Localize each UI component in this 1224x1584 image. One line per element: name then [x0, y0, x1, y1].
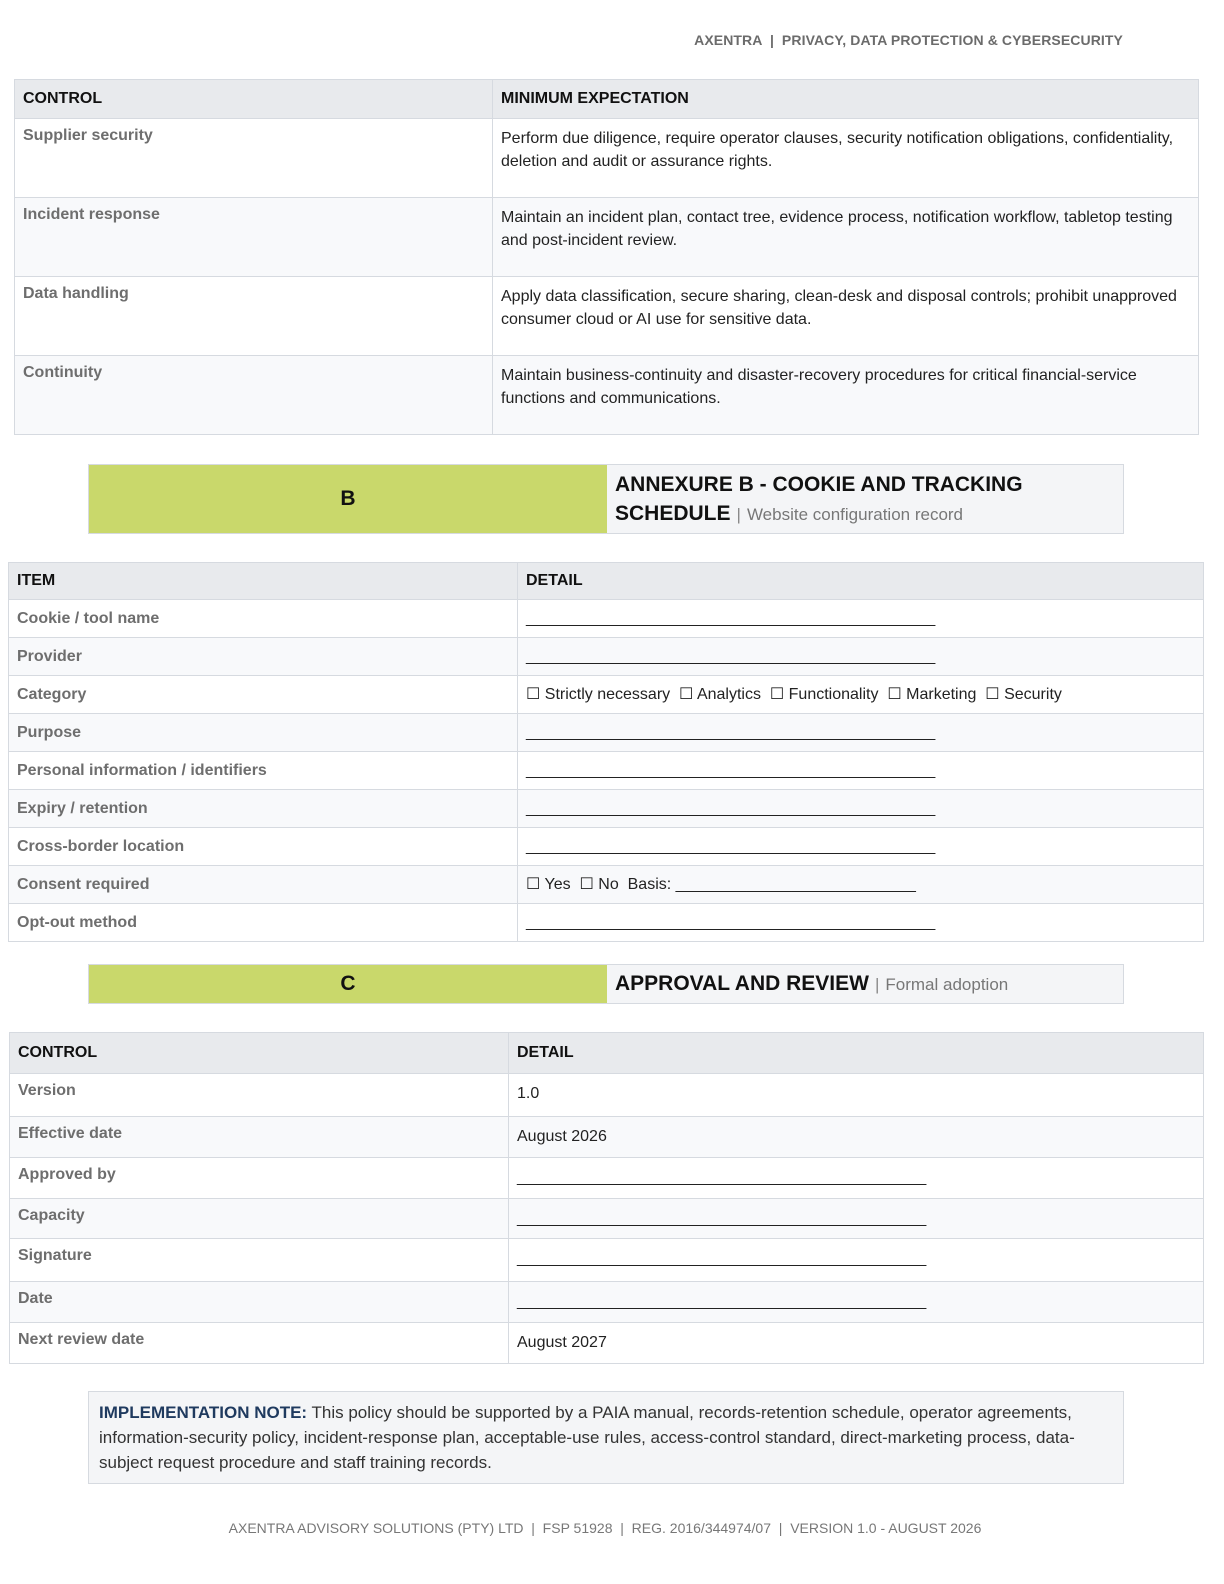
item-label: Consent required [9, 866, 518, 904]
section-c-heading [88, 964, 1124, 1004]
table-row [9, 638, 1204, 676]
item-label: Opt-out method [9, 904, 518, 942]
implementation-note [88, 1391, 1124, 1484]
table-row [10, 1074, 1204, 1117]
annexure-b-heading [88, 464, 1124, 534]
item-label: Personal information / identifiers [9, 752, 518, 790]
item-label: Category [9, 676, 518, 714]
consent-checkboxes[interactable]: ☐ Yes ☐ No Basis: ___________________________ [518, 866, 1204, 904]
detail-field[interactable]: ______________________________________________ [509, 1158, 1204, 1199]
detail-value: August 2026 [509, 1117, 1204, 1158]
section-subtitle: Formal adoption [885, 975, 1009, 994]
table-row [15, 277, 1199, 356]
page-header: AXENTRA | PRIVACY, DATA PROTECTION & CYBERSECURITY [694, 32, 1123, 48]
table-row [9, 790, 1204, 828]
table-row [9, 676, 1204, 714]
detail-field[interactable]: ______________________________________________ [518, 752, 1204, 790]
control-expectation: Perform due diligence, require operator clauses, security notification obligations, confidentiality, deletion and audit or assurance rights. [493, 119, 1199, 198]
item-label: Cookie / tool name [9, 600, 518, 638]
control-label: Capacity [10, 1199, 509, 1239]
control-label: Next review date [10, 1323, 509, 1364]
category-checkboxes[interactable]: ☐ Strictly necessary ☐ Analytics ☐ Functionality ☐ Marketing ☐ Security [518, 676, 1204, 714]
item-label: Purpose [9, 714, 518, 752]
detail-field[interactable]: ______________________________________________ [518, 828, 1204, 866]
page-footer: AXENTRA ADVISORY SOLUTIONS (PTY) LTD | FSP 51928 | REG. 2016/344974/07 | VERSION 1.0 - AUGUST 2026 [228, 1520, 982, 1536]
column-header: DETAIL [509, 1033, 1204, 1074]
section-title: ANNEXURE B - COOKIE AND TRACKING SCHEDULE [615, 472, 1023, 525]
note-lead: IMPLEMENTATION NOTE: [99, 1403, 308, 1422]
detail-field[interactable]: ______________________________________________ [518, 714, 1204, 752]
control-expectation: Apply data classification, secure sharing, clean-desk and disposal controls; prohibit unapproved consumer cloud or AI use for sensitive data. [493, 277, 1199, 356]
detail-field[interactable]: ______________________________________________ [518, 600, 1204, 638]
control-label: Signature [10, 1239, 509, 1282]
detail-value: August 2027 [509, 1323, 1204, 1364]
table-header-row [9, 563, 1204, 600]
section-title-block [607, 965, 1123, 1003]
controls-table [14, 79, 1199, 435]
detail-field[interactable]: ______________________________________________ [509, 1199, 1204, 1239]
table-row [10, 1323, 1204, 1364]
detail-field[interactable]: ______________________________________________ [518, 638, 1204, 676]
table-row [10, 1239, 1204, 1282]
column-header: CONTROL [10, 1033, 509, 1074]
table-row [9, 752, 1204, 790]
control-label: Version [10, 1074, 509, 1117]
column-header: CONTROL [15, 80, 493, 119]
control-label: Date [10, 1282, 509, 1323]
table-row [15, 356, 1199, 435]
detail-field[interactable]: ______________________________________________ [509, 1282, 1204, 1323]
signature-field[interactable]: ______________________________________________ [509, 1239, 1204, 1282]
table-header-row [10, 1033, 1204, 1074]
approval-table [9, 1032, 1204, 1364]
detail-field[interactable]: ______________________________________________ [518, 790, 1204, 828]
control-label: Effective date [10, 1117, 509, 1158]
table-row [10, 1117, 1204, 1158]
control-label: Supplier security [15, 119, 493, 198]
section-subtitle: Website configuration record [746, 504, 964, 524]
table-header-row [15, 80, 1199, 119]
table-row [9, 600, 1204, 638]
table-row [10, 1158, 1204, 1199]
table-row [9, 828, 1204, 866]
item-label: Cross-border location [9, 828, 518, 866]
control-expectation: Maintain business-continuity and disaster-recovery procedures for critical financial-service functions and communications. [493, 356, 1199, 435]
cookie-table [8, 562, 1204, 942]
table-row [15, 119, 1199, 198]
detail-value: 1.0 [509, 1074, 1204, 1117]
table-row [9, 714, 1204, 752]
table-row [9, 904, 1204, 942]
item-label: Expiry / retention [9, 790, 518, 828]
table-row [9, 866, 1204, 904]
column-header: DETAIL [518, 563, 1204, 600]
column-header: MINIMUM EXPECTATION [493, 80, 1199, 119]
section-title-block [607, 465, 1123, 533]
control-expectation: Maintain an incident plan, contact tree, evidence process, notification workflow, tabletop testing and post-incident review. [493, 198, 1199, 277]
detail-field[interactable]: ______________________________________________ [518, 904, 1204, 942]
table-row [15, 198, 1199, 277]
note-body: This policy should be supported by a PAIA manual, records-retention schedule, operator agreements, information-security policy, incident-response plan, acceptable-use rules, access-control standard, direct-marketing process, data-subject request procedure and staff training records. [99, 1403, 1075, 1472]
item-label: Provider [9, 638, 518, 676]
control-label: Approved by [10, 1158, 509, 1199]
table-row [10, 1199, 1204, 1239]
section-letter: C [89, 965, 607, 1003]
control-label: Data handling [15, 277, 493, 356]
section-title: APPROVAL AND REVIEW [615, 972, 869, 995]
control-label: Incident response [15, 198, 493, 277]
section-letter: B [89, 465, 607, 533]
table-row [10, 1282, 1204, 1323]
control-label: Continuity [15, 356, 493, 435]
title-separator: | [736, 504, 741, 524]
column-header: ITEM [9, 563, 518, 600]
title-separator: | [874, 975, 880, 994]
